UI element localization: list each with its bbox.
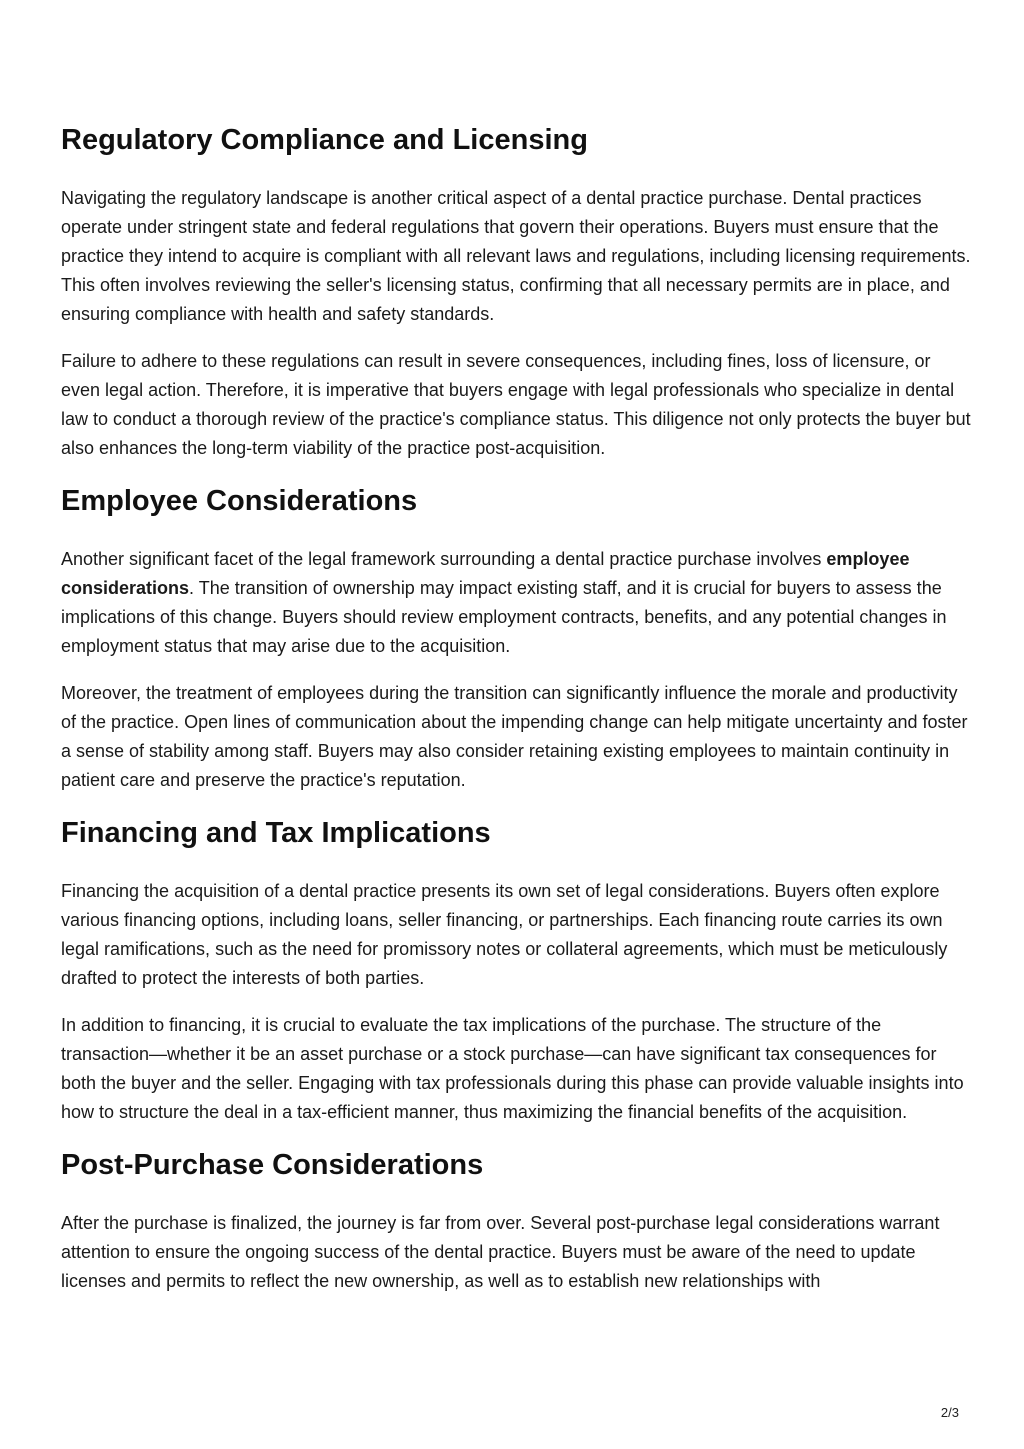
- paragraph: In addition to financing, it is crucial to evaluate the tax implications of the purchase. The structure of the transaction—whether it be an asset purchase or a stock purchase—can have significant tax consequences for both the buyer and the seller. Engaging with tax professionals during this phase can provide valuable insights into how to structure the deal in a tax-efficient manner, thus maximizing the financial benefits of the acquisition.: [61, 1015, 964, 1122]
- section-heading: Employee Considerations: [61, 485, 418, 517]
- paragraph: Financing the acquisition of a dental practice presents its own set of legal considerations. Buyers often explore various financing options, including loans, seller financing, or partnerships. Each financing route carries its own legal ramifications, such as the need for promissory notes or collateral agreements, which must be meticulously drafted to protect the interests of both parties.: [61, 881, 948, 988]
- document-body: [61, 120, 971, 1314]
- paragraph: After the purchase is finalized, the journey is far from over. Several post-purchase legal considerations warrant attention to ensure the ongoing success of the dental practice. Buyers must be aware of the need to update licenses and permits to reflect the new ownership, as well as to establish new relationships with: [61, 1213, 940, 1291]
- paragraph: [61, 545, 971, 661]
- paragraph: Failure to adhere to these regulations can result in severe consequences, including fines, loss of licensure, or even legal action. Therefore, it is imperative that buyers engage with legal professionals who specialize in dental law to conduct a thorough review of the practice's compliance status. This diligence not only protects the buyer but also enhances the long-term viability of the practice post-acquisition.: [61, 351, 971, 458]
- section-employee-considerations: [61, 481, 971, 795]
- section-regulatory-compliance: [61, 120, 971, 463]
- section-heading: Regulatory Compliance and Licensing: [61, 124, 588, 156]
- page-number: 2/3: [940, 1405, 959, 1420]
- section-financing-tax: [61, 813, 971, 1127]
- paragraph: Moreover, the treatment of employees during the transition can significantly influence the morale and productivity of the practice. Open lines of communication about the impending change can help mitigate uncertainty and foster a sense of stability among staff. Buyers may also consider retaining existing employees to maintain continuity in patient care and preserve the practice's reputation.: [61, 683, 968, 790]
- section-heading: Financing and Tax Implications: [61, 817, 491, 849]
- section-heading: Post-Purchase Considerations: [61, 1149, 484, 1181]
- paragraph-text: . The transition of ownership may impact existing staff, and it is crucial for buyers to assess the implications of this change. Buyers should review employment contracts, benefits, and any potential changes in employment status that may arise due to the acquisition.: [61, 578, 947, 656]
- bold-phrase: employee considerations: [61, 549, 910, 598]
- paragraph: Navigating the regulatory landscape is another critical aspect of a dental practice purchase. Dental practices operate under stringent state and federal regulations that govern their operations. Buyers must ensure that the practice they intend to acquire is compliant with all relevant laws and regulations, including licensing requirements. This often involves reviewing the seller's licensing status, confirming that all necessary permits are in place, and ensuring compliance with health and safety standards.: [61, 188, 971, 324]
- paragraph-text: Another significant facet of the legal framework surrounding a dental practice purchase involves: [61, 549, 827, 569]
- section-post-purchase: [61, 1145, 971, 1296]
